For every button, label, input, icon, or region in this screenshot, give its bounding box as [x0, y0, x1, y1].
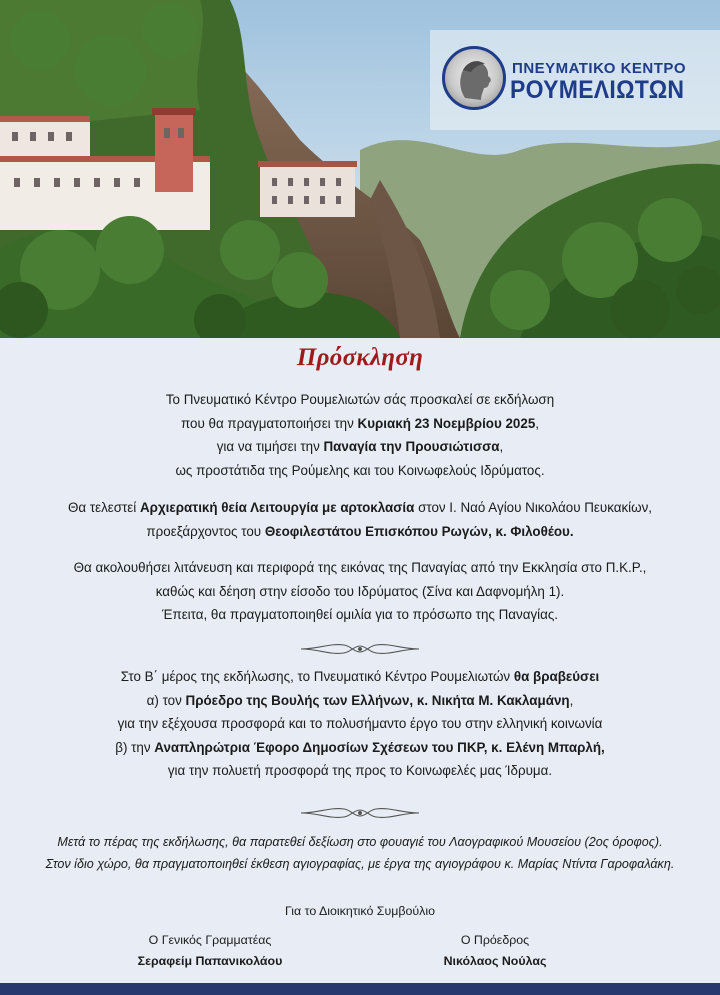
logo-line-2: ΡΟΥΜΕΛΙΩΤΩΝ: [510, 76, 685, 104]
intro-paragraph: [20, 388, 700, 482]
president-role: Ο Πρόεδρος: [460, 933, 530, 947]
logo: [442, 46, 692, 112]
intro-line: για να τιμήσει την Παναγία την Προυσιώτισσα,: [216, 439, 504, 454]
president-signature: [405, 930, 585, 972]
awards-line: α) τον Πρόεδρο της Βουλής των Ελλήνων, κ. Νικήτα Μ. Κακλαμάνη,: [146, 692, 574, 708]
invitation-body: [0, 338, 720, 983]
hero-photo: [0, 0, 720, 338]
footer-bar: [0, 983, 720, 995]
logo-line-1: ΠΝΕΥΜΑΤΙΚΟ ΚΕΝΤΡΟ: [512, 60, 687, 77]
closing-line: Μετά το πέρας της εκδήλωσης, θα παρατεθεί δεξίωση στο φουαγιέ του Λαογραφικού Μουσείου (2ος όροφος).: [57, 835, 663, 849]
intro-line: που θα πραγματοποιήσει την Κυριακή 23 Νοεμβρίου 2025,: [180, 415, 540, 431]
secretary-role: Ο Γενικός Γραμματέας: [148, 933, 272, 947]
secretary-name: Σεραφείμ Παπανικολάου: [137, 954, 283, 968]
closing-paragraph: [20, 832, 700, 875]
procession-paragraph: [20, 556, 700, 627]
awards-paragraph: [20, 665, 700, 783]
ornamental-divider-icon: [299, 804, 421, 822]
closing-line: Στον ίδιο χώρο, θα πραγματοποιηθεί έκθεση αγιογραφίας, με έργα της αγιογράφου κ. Μαρίας Ντίντα Γαροφαλάκη.: [45, 856, 675, 871]
liturgy-line: προεξάρχοντος του Θεοφιλεστάτου Επισκόπου Ρωγών, κ. Φιλοθέου.: [146, 523, 574, 539]
procession-line: καθώς και δέηση στην είσοδο του Ιδρύματος (Σίνα και Δαφνομήλη 1).: [155, 583, 565, 599]
liturgy-paragraph: [20, 496, 700, 543]
procession-line: Θα ακολουθήσει λιτάνευση και περιφορά της εικόνας της Παναγίας από την Εκκλησία στο Π.Κ.Ρ.,: [73, 560, 647, 575]
procession-line: Έπειτα, θα πραγματοποιηθεί ομιλία για το πρόσωπο της Παναγίας.: [161, 607, 559, 622]
intro-line: Το Πνευματικό Κέντρο Ρουμελιωτών σάς προσκαλεί σε εκδήλωση: [165, 392, 555, 407]
invitation-title: Πρόσκληση: [296, 344, 424, 371]
board-signature-intro: Για το Διοικητικό Συμβούλιο: [284, 904, 435, 918]
awards-line: για την εξέχουσα προσφορά και το πολυσήμαντο έργο του στην ελληνική κοινωνία: [117, 716, 603, 731]
president-name: Νικόλαος Νούλας: [443, 954, 547, 968]
awards-line: β) την Αναπληρώτρια Έφορο Δημοσίων Σχέσεων του ΠΚΡ, κ. Ελένη Μπαρλή,: [115, 739, 605, 755]
classical-head-medallion-icon: [442, 46, 506, 110]
secretary-signature: [120, 930, 300, 972]
intro-line: ως προστάτιδα της Ρούμελης και του Κοινωφελούς Ιδρύματος.: [175, 462, 545, 478]
liturgy-line: Θα τελεστεί Αρχιερατική θεία Λειτουργία με αρτοκλασία στον Ι. Ναό Αγίου Νικολάου Πευκακίων,: [67, 500, 653, 515]
awards-line: για την πολυετή προσφορά της προς το Κοινωφελές μας Ίδρυμα.: [167, 763, 553, 778]
ornamental-divider-icon: [299, 640, 421, 658]
awards-line: Στο Β΄ μέρος της εκδήλωσης, το Πνευματικό Κέντρο Ρουμελιωτών θα βραβεύσει: [120, 669, 600, 684]
